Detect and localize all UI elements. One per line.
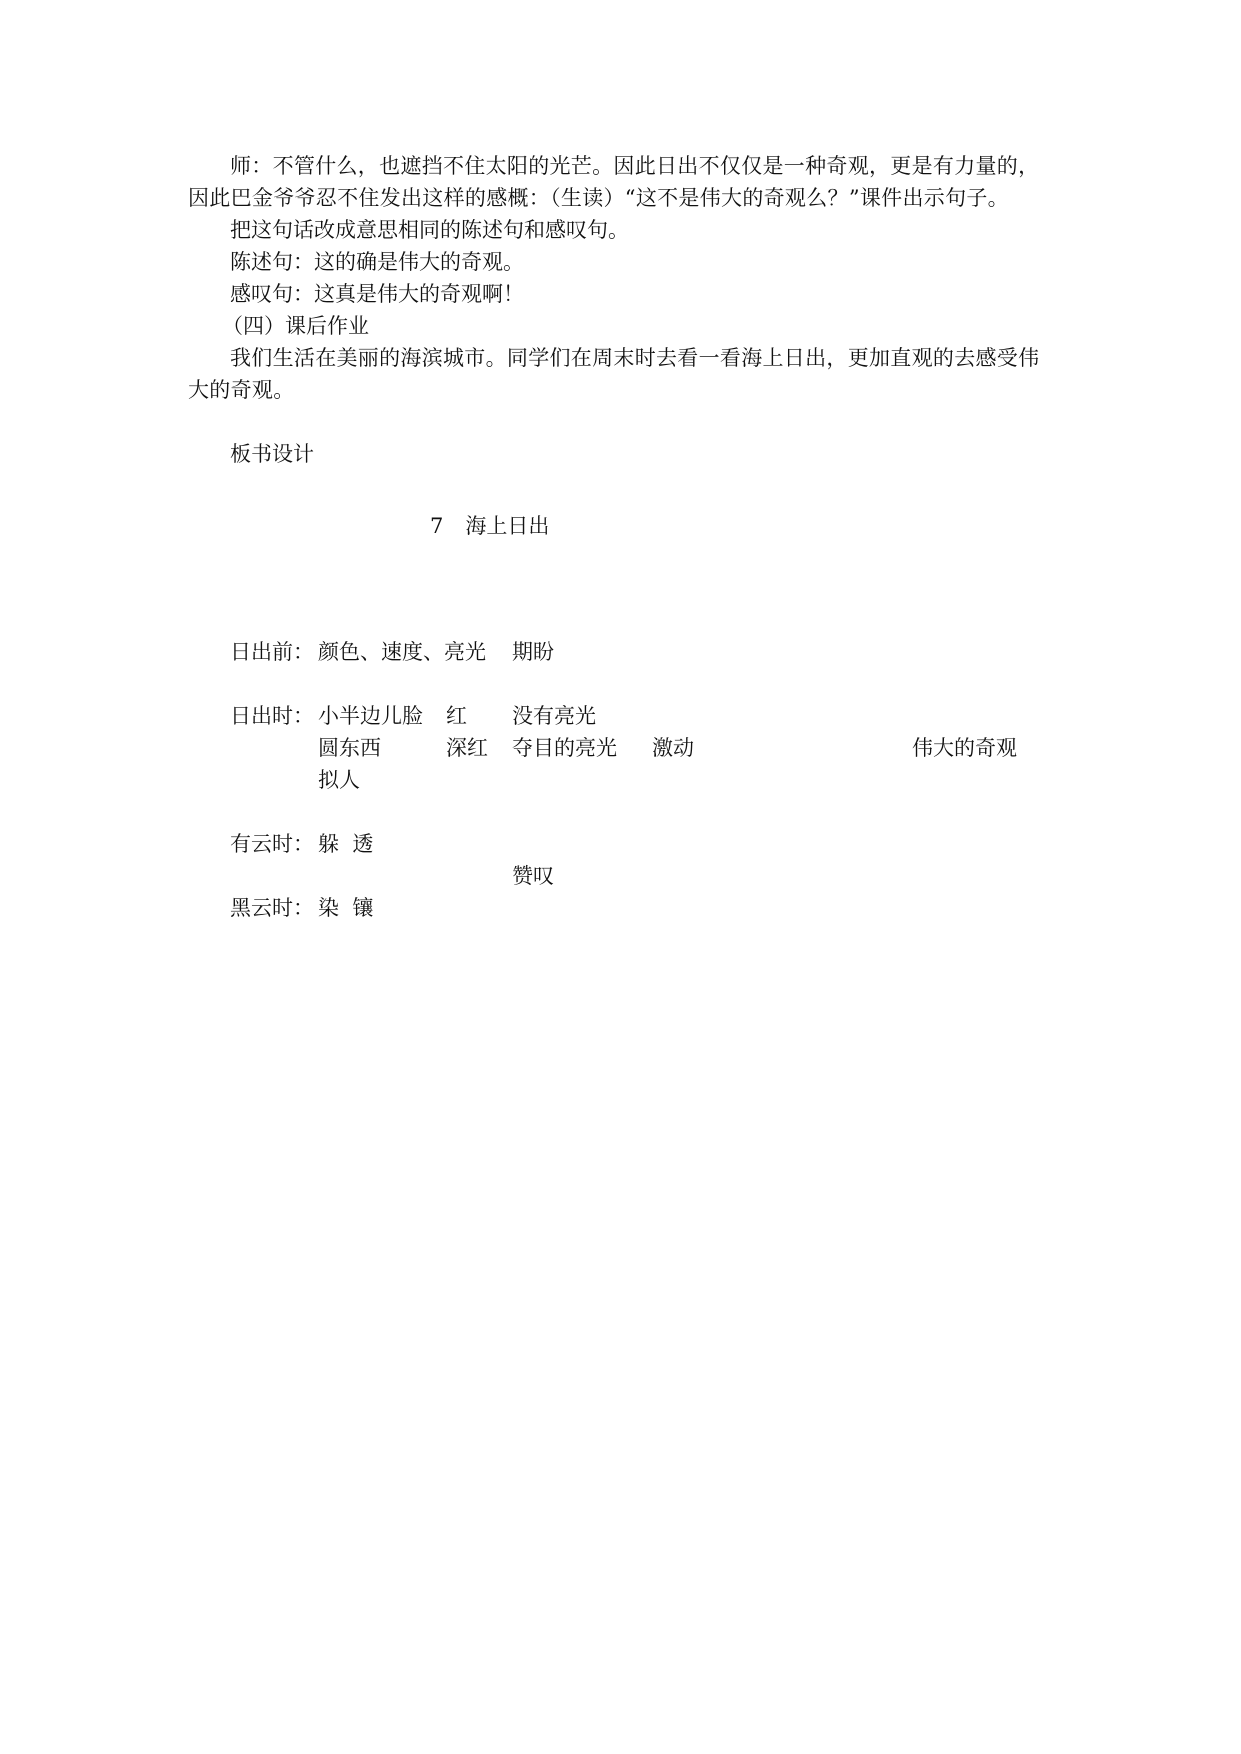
line-rewrite-instruction: 把这句话改成意思相同的陈述句和感叹句。 [230,218,629,242]
board-during-row2-e: 伟大的奇观 [912,736,1017,760]
board-during-row3-a: 拟人 [318,768,360,792]
board-before-feeling: 期盼 [512,640,554,664]
board-title-text: 海上日出 [465,514,550,538]
board-before-label: 日出前： [230,640,314,664]
board-cloudy-words: 躲 透 [318,832,374,856]
board-during-row1-a: 小半边儿脸 [318,704,423,728]
board-during-row2-b: 深红 [446,736,488,760]
board-cloudy-label: 有云时： [230,832,314,856]
section-heading-homework: （四）课后作业 [222,314,369,338]
board-praise: 赞叹 [512,864,554,888]
board-during-row1-b: 红 [446,704,467,728]
board-before-features: 颜色、速度、亮光 [318,640,486,664]
line-declarative: 陈述句：这的确是伟大的奇观。 [230,250,524,274]
paragraph-homework: 我们生活在美丽的海滨城市。同学们在周末时去看一看海上日出，更加直观的去感受伟大的奇观。 [188,346,1040,402]
board-title [430,510,549,542]
board-during-row2-c: 夺目的亮光 [512,736,617,760]
line-exclamatory: 感叹句：这真是伟大的奇观啊！ [230,282,524,306]
board-design-label: 板书设计 [230,442,314,466]
board-title-number: 7 [430,514,444,538]
board-dark-cloud-label: 黑云时： [230,896,314,920]
board-during-row1-c: 没有亮光 [512,704,596,728]
board-dark-cloud-words: 染 镶 [318,896,374,920]
paragraph-teacher: 师：不管什么，也遮挡不住太阳的光芒。因此日出不仅仅是一种奇观，更是有力量的，因此巴金爷爷忍不住发出这样的感概：（生读）“这不是伟大的奇观么？”课件出示句子。 [188,154,1040,210]
board-during-label: 日出时： [230,704,314,728]
board-during-row2-d: 激动 [652,736,694,760]
board-during-row2-a: 圆东西 [318,736,381,760]
